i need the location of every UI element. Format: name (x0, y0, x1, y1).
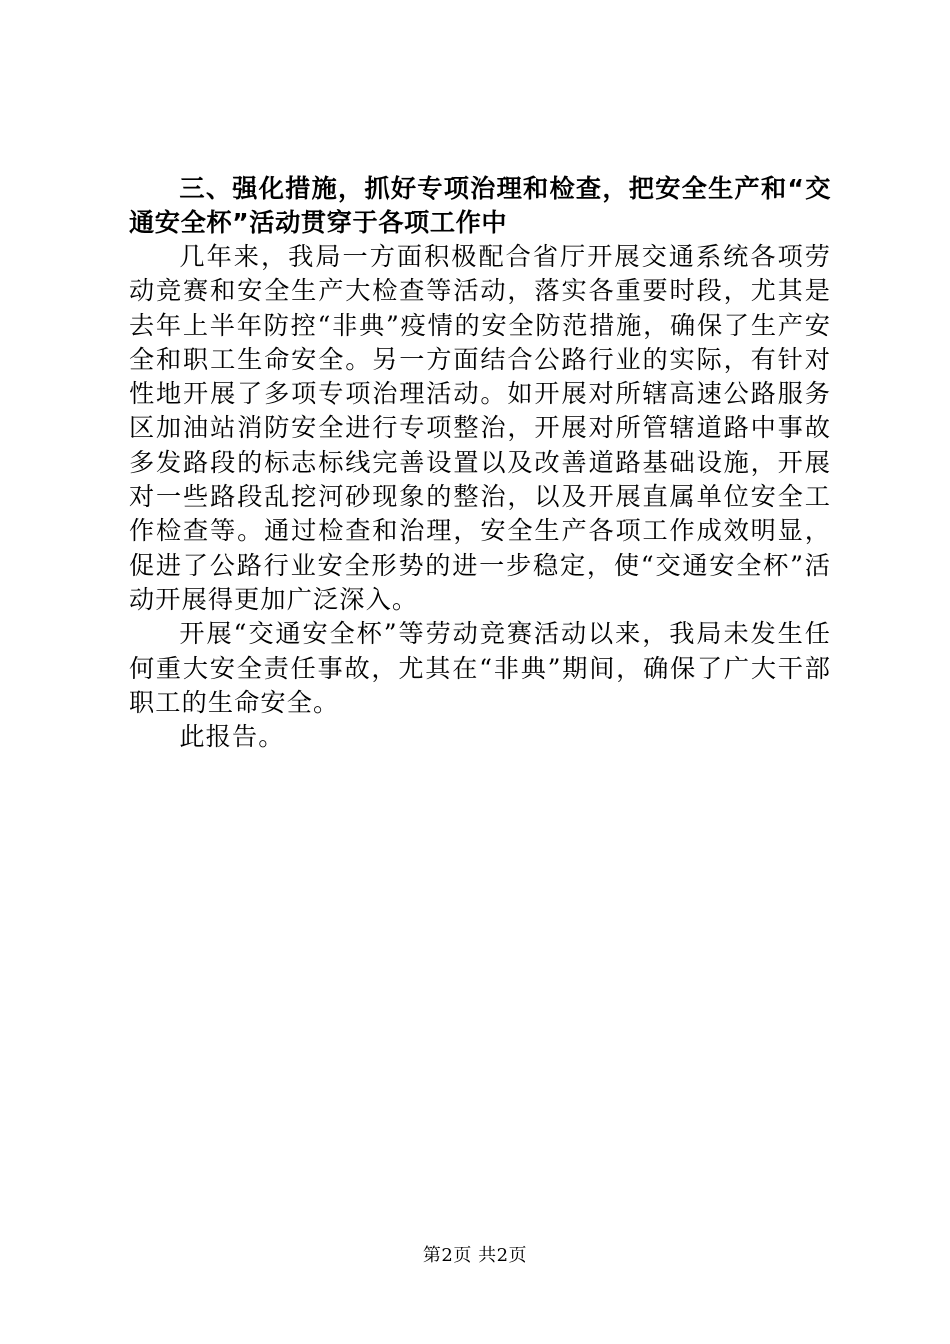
body-paragraph: 开展“交通安全杯”等劳动竞赛活动以来，我局未发生任何重大安全责任事故，尤其在“非典”期间，确保了广大干部职工的生命安全。 (129, 619, 831, 717)
document-body (129, 172, 831, 754)
closing-line: 此报告。 (179, 722, 285, 752)
page-number-footer: 第2页 共2页 (422, 1245, 528, 1266)
body-paragraph: 几年来，我局一方面积极配合省厅开展交通系统各项劳动竞赛和安全生产大检查等活动，落实各重要时段，尤其是去年上半年防控“非典”疫情的安全防范措施，确保了生产安全和职工生命安全。另一方面结合公路行业的实际，有针对性地开展了多项专项治理活动。如开展对所辖高速公路服务区加油站消防安全进行专项整治，开展对所管辖道路中事故多发路段的标志标线完善设置以及改善道路基础设施，开展对一些路段乱挖河砂现象的整治，以及开展直属单位安全工作检查等。通过检查和治理，安全生产各项工作成效明显，促进了公路行业安全形势的进一步稳定，使“交通安全杯”活动开展得更加广泛深入。 (129, 242, 831, 614)
section-heading: 三、强化措施，抓好专项治理和检查，把安全生产和“交通安全杯”活动贯穿于各项工作中 (129, 174, 831, 237)
